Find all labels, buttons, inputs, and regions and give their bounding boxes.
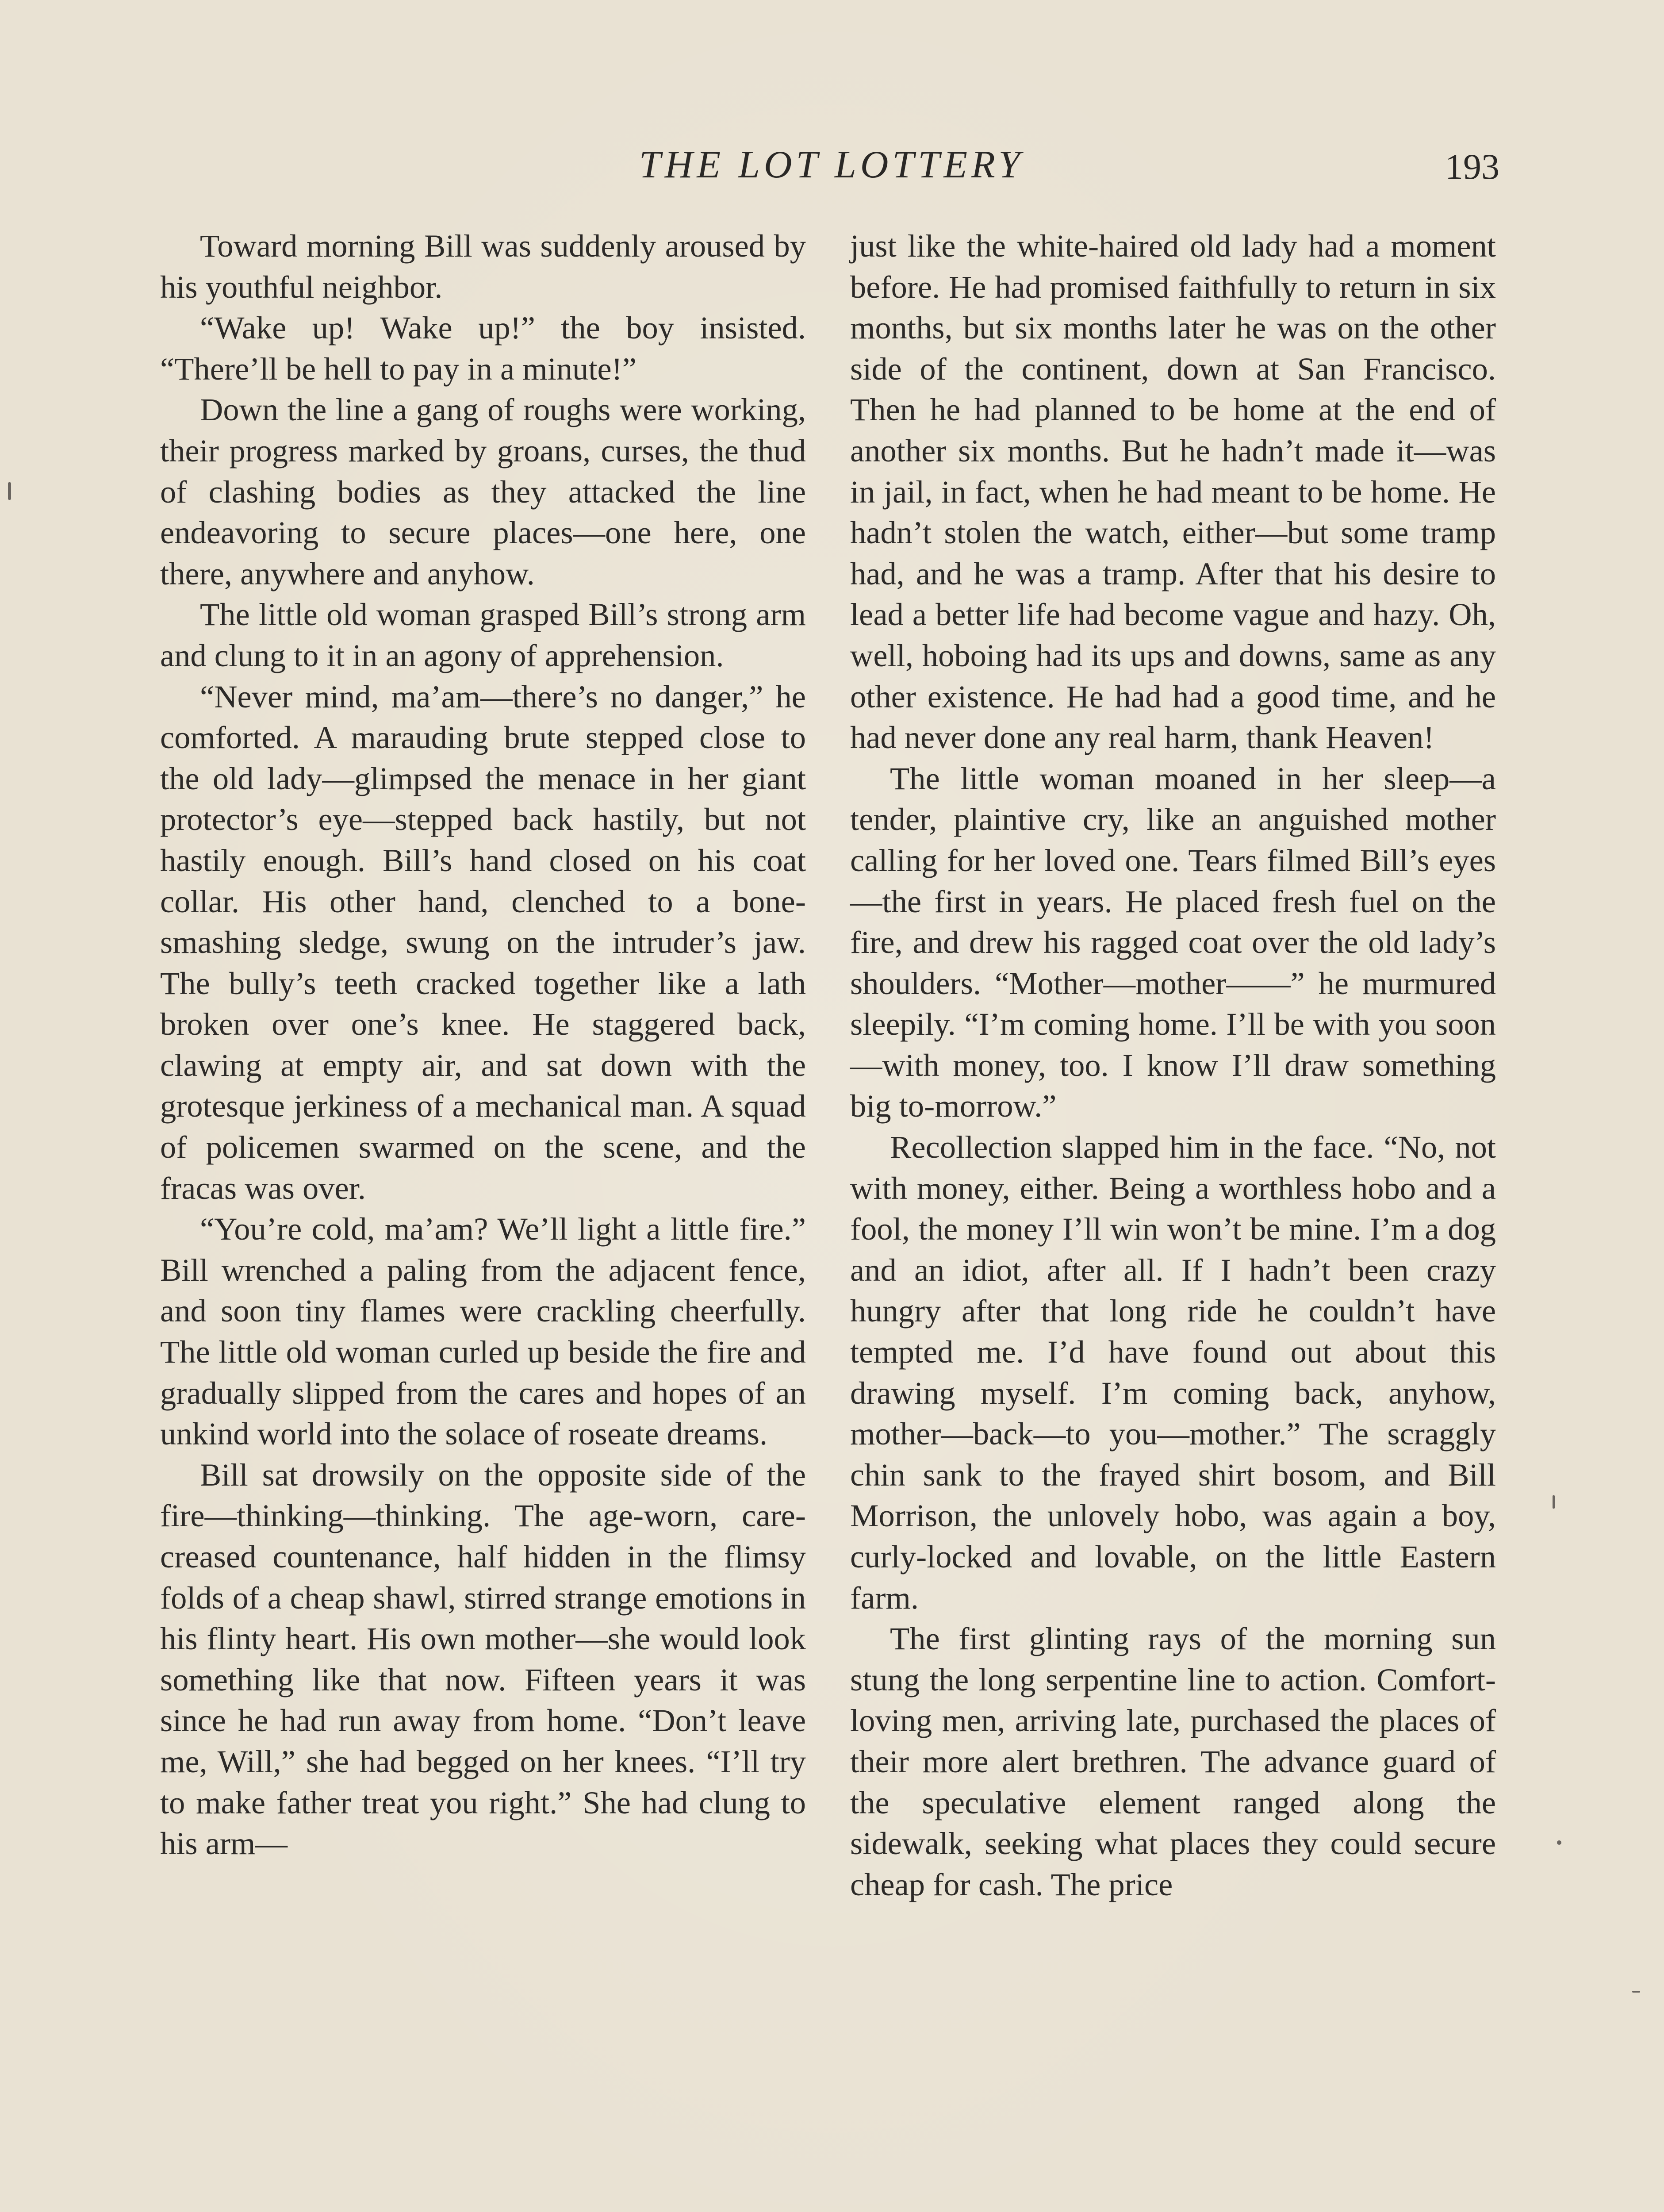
page-number: 193 [1445,146,1499,187]
paragraph: Bill sat drowsily on the opposite side of the fire—thinking—thinking. The age-worn, care-creased countenance, half hidden in the flimsy folds of a cheap shawl, stirred strange emotions in his flinty heart. His own mother—she would look something like that now. Fifteen years it was since he had run away from home. “Don’t leave me, Will,” she had begged on her knees. “I’ll try to make father treat you right.” She had clung to his arm— [160,1456,806,1862]
paragraph: Down the line a gang of roughs were working, their progress marked by groans, curses, the thud of clashing bodies as they attacked the line endeavoring to secure places—one here, one there, anywhere and anyhow. [160,392,806,591]
paragraph: Recollection slapped him in the face. “No, not with money, either. Being a worthless hobo and a fool, the money I’ll win won’t be mine. I’m a dog and an idiot, after all. If I hadn’t been crazy hungry after that long ride he couldn’t have tempted me. I’d have found out about this drawing myself. I’m coming back, anyhow, mother—back—to you—mother.” The scraggly chin sank to the frayed shirt bosom, and Bill Morrison, the unlovely hobo, was again a boy, curly-locked and lovable, on the little Eastern farm. [850,1129,1496,1616]
paper-speck [8,482,11,500]
paragraph: “Never mind, ma’am—there’s no danger,” he comforted. A marauding brute stepped close to the old lady—glimpsed the menace in her giant protector’s eye—stepped back hastily, but not hastily enough. Bill’s hand closed on his coat collar. His other hand, clenched to a bone-smashing sledge, swung on the intruder’s jaw. The bully’s teeth cracked together like a lath broken over one’s knee. He staggered back, clawing at empty air, and sat down with the grotesque jerkiness of a mechanical man. A squad of policemen swarmed on the scene, and the fracas was over. [160,678,806,1206]
paragraph: “Wake up! Wake up!” the boy insisted. “There’ll be hell to pay in a minute!” [160,310,806,387]
paragraph: The little old woman grasped Bill’s strong arm and clung to it in an agony of apprehension. [160,596,806,673]
paragraph: The first glinting rays of the morning sun stung the long serpentine line to action. Comfort-loving men, arriving late, purchased the places of their more alert brethren. The advance guard of the speculative element ranged along the sidewalk, seeking what places they could secure cheap for cash. The price [850,1621,1496,1902]
paragraph: The little woman moaned in her sleep—a tender, plaintive cry, like an anguished mother calling for her loved one. Tears filmed Bill’s eyes—the first in years. He placed fresh fuel on the fire, and drew his ragged coat over the old lady’s shoulders. “Mother—mother——” he murmured sleepily. “I’m coming home. I’ll be with you soon—with money, too. I know I’ll draw something big to-morrow.” [850,760,1496,1124]
paragraph: “You’re cold, ma’am? We’ll light a little fire.” Bill wrenched a paling from the adjacent fence, and soon tiny flames were crackling cheerfully. The little old woman curled up beside the fire and gradually slipped from the cares and hopes of an unkind world into the solace of roseate dreams. [160,1211,806,1452]
running-title: THE LOT LOTTERY [639,143,1024,186]
paper-speck [1557,1840,1561,1845]
paragraph: Toward morning Bill was suddenly aroused by his youthful neighbor. [160,228,806,305]
paragraph: just like the white-haired old lady had a moment before. He had promised faithfully to return in six months, but six months later he was on the other side of the continent, down at San Francisco. Then he had planned to be home at the end of another six months. But he hadn’t made it—was in jail, in fact, when he had meant to be home. He hadn’t stolen the watch, either—but some tramp had, and he was a tramp. After that his desire to lead a better life had become vague and hazy. Oh, well, hoboing had its ups and downs, same as any other existence. He had had a good time, and he had never done any real harm, thank Heaven! [850,228,1496,756]
paper-speck [1632,1991,1640,1993]
paper-speck [1553,1495,1555,1509]
left-column [160,226,806,1864]
right-column [850,226,1496,1905]
